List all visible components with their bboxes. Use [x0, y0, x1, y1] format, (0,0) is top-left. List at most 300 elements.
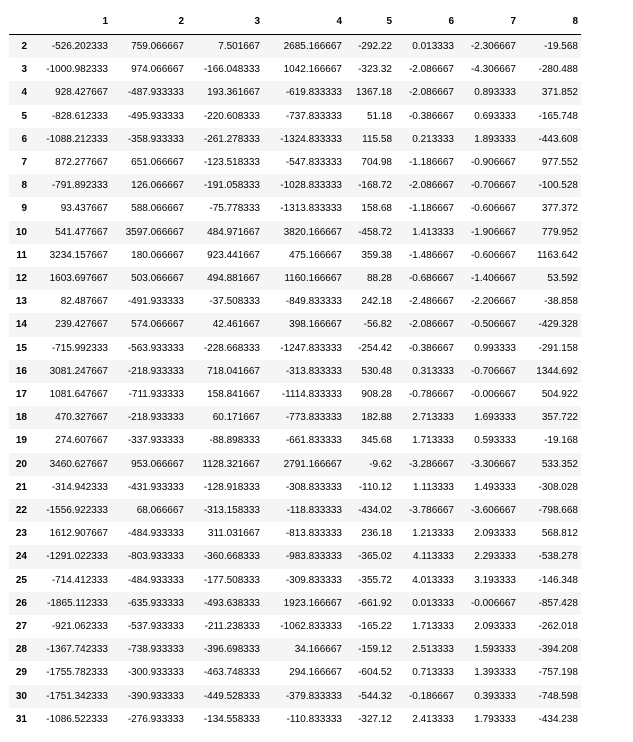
- table-cell: 872.277667: [55, 157, 108, 169]
- table-cell: 357.722: [541, 412, 578, 424]
- row-index: 2: [21, 41, 27, 52]
- table-cell: -0.606667: [470, 203, 516, 215]
- table-cell: 359.38: [361, 249, 392, 261]
- table-cell: -1.406667: [470, 273, 516, 285]
- table-cell: 1.393333: [474, 667, 516, 679]
- table-cell: 974.066667: [131, 64, 184, 76]
- table-cell: 115.58: [362, 133, 392, 145]
- table-cell: -1865.112333: [47, 597, 108, 609]
- row-index: 24: [15, 551, 27, 563]
- column-header: 8: [519, 9, 581, 35]
- table-cell: -19.168: [544, 435, 578, 447]
- table-cell: 242.18: [361, 296, 392, 308]
- table-cell: 3081.247667: [49, 365, 108, 377]
- table-cell: -394.208: [538, 644, 578, 656]
- table-cell: -291.158: [538, 342, 578, 354]
- table-cell: 977.552: [541, 157, 578, 169]
- table-cell: -604.52: [358, 667, 392, 679]
- table-cell: -443.608: [538, 133, 578, 145]
- table-cell: -849.833333: [285, 296, 342, 308]
- table-cell: 82.487667: [60, 296, 108, 308]
- table-row: [9, 592, 581, 615]
- table-cell: -177.508333: [203, 574, 260, 586]
- table-cell: -3.606667: [470, 505, 516, 517]
- table-cell: -857.428: [538, 597, 578, 609]
- table-cell: -254.42: [358, 342, 392, 354]
- table-cell: -3.286667: [408, 458, 454, 470]
- row-index: 30: [15, 690, 27, 702]
- table-row: [9, 58, 581, 81]
- table-row: [9, 638, 581, 661]
- table-cell: -1028.833333: [280, 180, 342, 192]
- table-cell: 0.713333: [412, 667, 454, 679]
- table-cell: 126.066667: [131, 180, 184, 192]
- table-cell: -159.12: [358, 644, 392, 656]
- table-cell: -526.202333: [51, 41, 108, 52]
- table-cell: -0.906667: [470, 157, 516, 169]
- table-cell: 533.352: [541, 458, 578, 470]
- table-cell: 504.922: [541, 389, 578, 401]
- table-cell: -218.933333: [127, 412, 184, 424]
- table-cell: -813.833333: [285, 528, 342, 540]
- table-row: [9, 615, 581, 638]
- table-row: [9, 81, 581, 104]
- table-cell: -791.892333: [51, 180, 108, 192]
- table-cell: 0.993333: [474, 342, 516, 354]
- table-cell: -323.32: [358, 64, 392, 76]
- table-cell: -308.833333: [285, 481, 342, 493]
- table-cell: -0.006667: [470, 597, 516, 609]
- table-cell: -309.833333: [285, 574, 342, 586]
- table-cell: 1.113333: [413, 481, 454, 493]
- dataframe-output: [9, 9, 581, 731]
- table-cell: -1755.782333: [46, 667, 108, 679]
- table-cell: 4.013333: [412, 574, 454, 586]
- table-cell: -56.82: [363, 319, 392, 331]
- row-index: 18: [15, 412, 27, 424]
- table-cell: 2.093333: [474, 621, 516, 633]
- row-index: 17: [15, 389, 27, 401]
- table-cell: -1.186667: [408, 203, 454, 215]
- table-cell: -1062.833333: [280, 621, 342, 633]
- row-index: 14: [15, 319, 27, 331]
- table-cell: -211.238333: [204, 621, 260, 633]
- table-cell: 588.066667: [131, 203, 184, 215]
- table-row: [9, 35, 581, 59]
- table-cell: -487.933333: [127, 87, 184, 99]
- table-cell: -3.786667: [408, 505, 454, 517]
- table-cell: -463.748333: [203, 667, 260, 679]
- table-cell: -38.858: [544, 296, 578, 308]
- column-header: 7: [457, 9, 519, 35]
- table-cell: -4.306667: [470, 64, 516, 76]
- table-cell: 345.68: [361, 435, 392, 447]
- table-cell: -619.833333: [285, 87, 342, 99]
- table-cell: 3460.627667: [49, 458, 108, 470]
- table-cell: -1.906667: [470, 226, 516, 238]
- table-cell: 2.513333: [412, 644, 454, 656]
- table-cell: -493.638333: [203, 597, 260, 609]
- table-row: [9, 661, 581, 684]
- table-row: [9, 105, 581, 128]
- table-cell: 4.113333: [413, 551, 454, 563]
- table-row: [9, 337, 581, 360]
- table-row: [9, 499, 581, 522]
- table-cell: -757.198: [538, 667, 578, 679]
- table-cell: -0.606667: [470, 249, 516, 261]
- table-cell: 398.166667: [289, 319, 342, 331]
- row-index: 10: [15, 226, 27, 238]
- table-cell: -1247.833333: [280, 342, 342, 354]
- table-cell: 704.98: [361, 157, 392, 169]
- table-cell: 1603.697667: [49, 273, 108, 285]
- table-cell: 274.607667: [55, 435, 108, 447]
- table-cell: -3.306667: [470, 458, 516, 470]
- row-index: 29: [15, 667, 27, 679]
- row-index: 3: [21, 64, 27, 76]
- row-index: 7: [21, 157, 27, 169]
- table-row: [9, 267, 581, 290]
- table-cell: -9.62: [369, 458, 392, 470]
- table-cell: 484.971667: [207, 226, 260, 238]
- table-cell: 1.693333: [474, 412, 516, 424]
- table-cell: -1556.922333: [46, 505, 108, 517]
- table-cell: -803.933333: [127, 551, 184, 563]
- table-cell: -0.006667: [470, 389, 516, 401]
- table-cell: 1923.166667: [283, 597, 342, 609]
- column-header: 6: [395, 9, 457, 35]
- table-cell: -365.02: [358, 551, 392, 563]
- table-cell: 494.881667: [207, 273, 260, 285]
- table-cell: -1291.022333: [46, 551, 108, 563]
- table-cell: 3597.066667: [125, 226, 184, 238]
- table-cell: -1367.742333: [46, 644, 108, 656]
- table-cell: -110.12: [358, 481, 392, 493]
- table-cell: -1000.982333: [46, 64, 108, 76]
- table-cell: 68.066667: [136, 505, 184, 517]
- table-cell: -228.668333: [203, 342, 260, 354]
- table-cell: 2.293333: [474, 551, 516, 563]
- table-cell: 51.18: [366, 110, 392, 122]
- row-index: 9: [21, 203, 27, 215]
- table-cell: 1081.647667: [49, 389, 108, 401]
- table-cell: -2.086667: [408, 87, 454, 99]
- table-cell: -314.942333: [51, 481, 108, 493]
- table-cell: -37.508333: [209, 296, 260, 308]
- table-cell: 2.713333: [412, 412, 454, 424]
- table-cell: 236.18: [361, 528, 392, 540]
- table-cell: 1042.166667: [283, 64, 342, 76]
- table-row: [9, 244, 581, 267]
- table-cell: -292.22: [358, 41, 392, 52]
- table-cell: 908.28: [361, 389, 392, 401]
- table-cell: 377.372: [541, 203, 578, 215]
- table-cell: 3820.166667: [283, 226, 342, 238]
- table-cell: 88.28: [366, 273, 392, 285]
- table-cell: -166.048333: [203, 64, 260, 76]
- table-cell: -537.933333: [127, 621, 184, 633]
- table-cell: -88.898333: [209, 435, 260, 447]
- table-cell: -168.72: [358, 180, 392, 192]
- table-cell: 541.477667: [55, 226, 108, 238]
- table-cell: -134.558333: [203, 713, 260, 725]
- table-cell: 1.593333: [474, 644, 516, 656]
- row-index: 12: [15, 273, 27, 285]
- row-index: 15: [15, 342, 27, 354]
- table-body: [9, 35, 581, 732]
- table-cell: 530.48: [361, 365, 392, 377]
- table-cell: 7.501667: [218, 41, 260, 52]
- table-cell: 1.713333: [412, 621, 454, 633]
- table-cell: -2.206667: [470, 296, 516, 308]
- table-cell: 1.893333: [474, 133, 516, 145]
- table-cell: -635.933333: [127, 597, 184, 609]
- table-row: [9, 569, 581, 592]
- table-cell: -484.933333: [127, 528, 184, 540]
- table-cell: -0.386667: [408, 110, 454, 122]
- table-cell: 0.013333: [412, 597, 454, 609]
- table-cell: 0.213333: [412, 133, 454, 145]
- table-cell: 2.093333: [474, 528, 516, 540]
- table-cell: 239.427667: [55, 319, 108, 331]
- table-cell: 923.441667: [207, 249, 260, 261]
- table-cell: 42.461667: [212, 319, 260, 331]
- table-row: [9, 313, 581, 336]
- row-index: 11: [16, 249, 27, 261]
- table-cell: -313.833333: [285, 365, 342, 377]
- table-cell: -798.668: [538, 505, 578, 517]
- table-cell: -1.486667: [408, 249, 454, 261]
- table-cell: 2791.166667: [283, 458, 342, 470]
- table-cell: -661.92: [358, 597, 392, 609]
- table-cell: 470.327667: [55, 412, 108, 424]
- table-cell: -429.328: [538, 319, 578, 331]
- table-cell: -538.278: [538, 551, 578, 563]
- table-cell: -1086.522333: [46, 713, 108, 725]
- table-cell: 294.166667: [289, 667, 342, 679]
- table-cell: -431.933333: [127, 481, 184, 493]
- table-cell: 158.68: [361, 203, 392, 215]
- dataframe-table: [9, 9, 581, 731]
- table-cell: -327.12: [358, 713, 392, 725]
- table-cell: -921.062333: [51, 621, 108, 633]
- table-cell: -434.238: [538, 713, 578, 725]
- row-index: 13: [15, 296, 27, 308]
- table-cell: -308.028: [538, 481, 578, 493]
- row-index: 8: [21, 180, 27, 192]
- row-index: 27: [15, 621, 27, 633]
- table-cell: 928.427667: [55, 87, 108, 99]
- table-cell: -0.786667: [408, 389, 454, 401]
- table-cell: 0.013333: [412, 41, 454, 52]
- table-cell: 60.171667: [212, 412, 260, 424]
- table-cell: -738.933333: [127, 644, 184, 656]
- table-cell: 1.793333: [474, 713, 516, 725]
- table-cell: -2.086667: [408, 180, 454, 192]
- table-cell: 1160.166667: [284, 273, 342, 285]
- table-cell: 779.952: [541, 226, 578, 238]
- table-row: [9, 174, 581, 197]
- table-cell: -118.833333: [286, 505, 342, 517]
- row-index: 16: [15, 365, 27, 377]
- table-row: [9, 476, 581, 499]
- table-cell: -1088.212333: [46, 133, 108, 145]
- table-cell: 3234.157667: [49, 249, 108, 261]
- table-cell: -261.278333: [203, 133, 260, 145]
- table-row: [9, 128, 581, 151]
- table-cell: -0.186667: [408, 690, 454, 702]
- table-cell: 0.393333: [474, 690, 516, 702]
- table-cell: -165.22: [358, 621, 392, 633]
- index-header: [9, 9, 33, 35]
- table-cell: -449.528333: [203, 690, 260, 702]
- table-cell: 0.693333: [474, 110, 516, 122]
- table-cell: 0.893333: [474, 87, 516, 99]
- table-cell: 475.166667: [289, 249, 342, 261]
- table-cell: -563.933333: [127, 342, 184, 354]
- row-index: 19: [15, 435, 27, 447]
- table-cell: 180.066667: [131, 249, 184, 261]
- table-cell: 574.066667: [131, 319, 184, 331]
- table-cell: -1751.342333: [46, 690, 108, 702]
- table-row: [9, 221, 581, 244]
- table-cell: -0.706667: [470, 365, 516, 377]
- table-cell: -1324.833333: [280, 133, 342, 145]
- table-cell: -547.833333: [285, 157, 342, 169]
- table-cell: 182.88: [361, 412, 392, 424]
- table-cell: -337.933333: [127, 435, 184, 447]
- table-cell: -0.706667: [470, 180, 516, 192]
- table-cell: -711.933333: [128, 389, 184, 401]
- table-cell: 1.713333: [412, 435, 454, 447]
- table-cell: -983.833333: [285, 551, 342, 563]
- table-cell: -313.158333: [203, 505, 260, 517]
- row-index: 6: [21, 133, 27, 145]
- table-row: [9, 545, 581, 568]
- table-cell: -0.686667: [408, 273, 454, 285]
- row-index: 5: [21, 110, 27, 122]
- table-row: [9, 406, 581, 429]
- table-cell: -379.833333: [285, 690, 342, 702]
- row-index: 21: [15, 481, 27, 493]
- table-cell: 503.066667: [131, 273, 184, 285]
- row-index: 20: [15, 458, 27, 470]
- table-cell: 568.812: [541, 528, 578, 540]
- table-cell: 759.066667: [131, 41, 184, 52]
- row-index: 28: [15, 644, 27, 656]
- table-cell: 953.066667: [131, 458, 184, 470]
- table-cell: 1.493333: [474, 481, 516, 493]
- row-index: 26: [15, 597, 27, 609]
- table-cell: -661.833333: [285, 435, 342, 447]
- row-index: 4: [21, 87, 27, 99]
- table-cell: 0.313333: [412, 365, 454, 377]
- table-cell: -484.933333: [127, 574, 184, 586]
- table-cell: 2.413333: [412, 713, 454, 725]
- table-cell: -358.933333: [127, 133, 184, 145]
- table-cell: -75.778333: [209, 203, 260, 215]
- table-cell: -1.186667: [408, 157, 454, 169]
- table-cell: 1612.907667: [49, 528, 108, 540]
- table-cell: 0.593333: [474, 435, 516, 447]
- table-cell: -0.386667: [408, 342, 454, 354]
- column-header: 3: [187, 9, 263, 35]
- table-cell: -2.486667: [408, 296, 454, 308]
- table-cell: 1344.692: [536, 365, 578, 377]
- row-index: 22: [15, 505, 27, 517]
- table-cell: -544.32: [358, 690, 392, 702]
- table-cell: -2.086667: [408, 319, 454, 331]
- table-cell: -1114.833333: [281, 389, 342, 401]
- table-header: [9, 9, 581, 35]
- table-cell: -714.412333: [51, 574, 108, 586]
- table-cell: -737.833333: [285, 110, 342, 122]
- table-cell: -146.348: [538, 574, 578, 586]
- table-cell: -276.933333: [127, 713, 184, 725]
- table-cell: -220.608333: [203, 110, 260, 122]
- table-cell: -191.058333: [203, 180, 260, 192]
- table-cell: -1313.833333: [280, 203, 342, 215]
- table-cell: 1.213333: [412, 528, 454, 540]
- table-cell: 651.066667: [131, 157, 184, 169]
- table-cell: -123.518333: [203, 157, 260, 169]
- table-cell: 53.592: [547, 273, 578, 285]
- table-cell: 3.193333: [474, 574, 516, 586]
- table-cell: -715.992333: [51, 342, 108, 354]
- table-cell: -495.933333: [127, 110, 184, 122]
- table-cell: -19.568: [544, 41, 578, 52]
- table-cell: -360.668333: [203, 551, 260, 563]
- table-cell: -262.018: [538, 621, 578, 633]
- table-cell: 2685.166667: [283, 41, 342, 52]
- table-row: [9, 522, 581, 545]
- table-cell: 1367.18: [355, 87, 392, 99]
- row-index: 25: [15, 574, 27, 586]
- table-cell: 718.041667: [207, 365, 260, 377]
- table-row: [9, 151, 581, 174]
- table-cell: 1163.642: [537, 249, 578, 261]
- table-cell: -773.833333: [285, 412, 342, 424]
- table-cell: -748.598: [538, 690, 578, 702]
- table-cell: 311.031667: [207, 528, 260, 540]
- table-cell: -2.306667: [470, 41, 516, 52]
- table-row: [9, 708, 581, 731]
- table-cell: -491.933333: [127, 296, 184, 308]
- table-cell: 34.166667: [294, 644, 342, 656]
- table-cell: -2.086667: [408, 64, 454, 76]
- table-cell: -100.528: [538, 180, 578, 192]
- table-row: [9, 290, 581, 313]
- table-cell: -128.918333: [203, 481, 260, 493]
- table-cell: 158.841667: [207, 389, 260, 401]
- header-row: [9, 9, 581, 35]
- row-index: 31: [15, 713, 27, 725]
- table-cell: -355.72: [358, 574, 392, 586]
- table-cell: -300.933333: [127, 667, 184, 679]
- table-cell: -390.933333: [127, 690, 184, 702]
- row-index: 23: [15, 528, 27, 540]
- table-cell: -458.72: [358, 226, 392, 238]
- table-cell: -165.748: [538, 110, 578, 122]
- table-cell: 1128.321667: [202, 458, 260, 470]
- table-cell: -0.506667: [470, 319, 516, 331]
- table-row: [9, 360, 581, 383]
- table-row: [9, 453, 581, 476]
- table-cell: -280.488: [538, 64, 578, 76]
- table-cell: -110.833333: [286, 713, 342, 725]
- table-cell: -218.933333: [127, 365, 184, 377]
- table-cell: 371.852: [541, 87, 578, 99]
